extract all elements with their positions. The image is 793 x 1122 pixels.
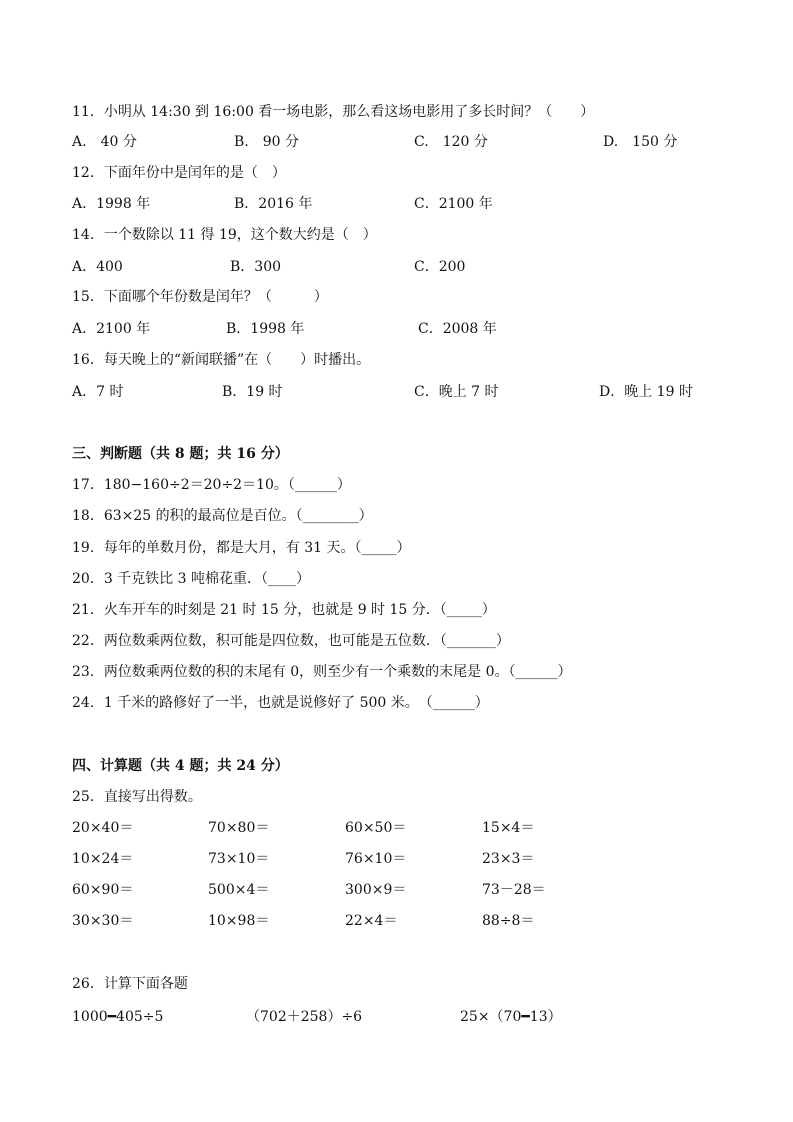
judgment-item-18: 18．63×25 的积的最高位是百位。（________） bbox=[72, 508, 373, 524]
question-25: 25．直接写出得数。 bbox=[72, 789, 202, 805]
question-12: 12．下面年份中是闰年的是（ ） bbox=[72, 165, 286, 181]
calc-problem: 25×（70━13） bbox=[460, 1009, 562, 1025]
option-12-c: C．2100 年 bbox=[414, 196, 493, 212]
option-15-b: B．1998 年 bbox=[226, 321, 305, 337]
option-16-c: C．晚上 7 时 bbox=[414, 384, 499, 400]
calc-item: 500×4＝ bbox=[208, 882, 270, 898]
calc-item: 73×10＝ bbox=[208, 851, 270, 867]
judgment-item-20: 20．3 千克铁比 3 吨棉花重．（____） bbox=[72, 571, 310, 587]
option-14-b: B．300 bbox=[230, 259, 282, 275]
calc-item: 70×80＝ bbox=[208, 820, 270, 836]
question-14: 14．一个数除以 11 得 19，这个数大约是（ ） bbox=[72, 227, 377, 243]
section-heading-calculation: 四、计算题（共 4 题；共 24 分） bbox=[72, 758, 289, 774]
option-16-d: D．晚上 19 时 bbox=[599, 384, 693, 400]
calc-item: 23×3＝ bbox=[482, 851, 535, 867]
option-15-c: C．2008 年 bbox=[418, 321, 497, 337]
question-26: 26．计算下面各题 bbox=[72, 976, 188, 992]
option-12-b: B．2016 年 bbox=[234, 196, 313, 212]
question-15: 15．下面哪个年份数是闰年？（ ） bbox=[72, 289, 328, 305]
calc-item: 20×40＝ bbox=[72, 820, 134, 836]
judgment-item-17: 17．180−160÷2＝20÷2＝10。（______） bbox=[72, 477, 351, 493]
option-11-b: B. 90 分 bbox=[234, 134, 300, 150]
option-14-a: A．400 bbox=[72, 259, 123, 275]
judgment-item-21: 21．火车开车的时刻是 21 时 15 分，也就是 9 时 15 分．（_____） bbox=[72, 602, 496, 618]
option-11-c: C. 120 分 bbox=[414, 134, 488, 150]
option-14-c: C．200 bbox=[414, 259, 466, 275]
calc-item: 88÷8＝ bbox=[482, 913, 535, 929]
calc-problem: （702＋258）÷6 bbox=[246, 1009, 363, 1025]
calc-item: 30×30＝ bbox=[72, 913, 134, 929]
question-16: 16．每天晚上的“新闻联播”在（ ）时播出。 bbox=[72, 352, 371, 368]
option-11-d: D. 150 分 bbox=[603, 134, 678, 150]
judgment-item-23: 23．两位数乘两位数的积的末尾有 0，则至少有一个乘数的末尾是 0。（______） bbox=[72, 664, 572, 680]
calc-item: 10×98＝ bbox=[208, 913, 270, 929]
calc-item: 60×50＝ bbox=[345, 820, 407, 836]
calc-item: 300×9＝ bbox=[345, 882, 407, 898]
calc-item: 10×24＝ bbox=[72, 851, 134, 867]
calc-item: 73－28＝ bbox=[482, 882, 546, 898]
option-16-b: B．19 时 bbox=[222, 384, 283, 400]
option-12-a: A．1998 年 bbox=[72, 196, 151, 212]
question-11: 11．小明从 14:30 到 16:00 看一场电影，那么看这场电影用了多长时间？（ ） bbox=[72, 104, 595, 120]
option-16-a: A．7 时 bbox=[72, 384, 124, 400]
judgment-item-19: 19．每年的单数月份，都是大月，有 31 天。（_____） bbox=[72, 540, 411, 556]
calc-item: 60×90＝ bbox=[72, 882, 134, 898]
judgment-item-24: 24．1 千米的路修好了一半，也就是说修好了 500 米。 （______） bbox=[72, 695, 489, 711]
calc-item: 15×4＝ bbox=[482, 820, 535, 836]
option-15-a: A．2100 年 bbox=[72, 321, 151, 337]
calc-item: 22×4＝ bbox=[345, 913, 398, 929]
judgment-item-22: 22．两位数乘两位数，积可能是四位数，也可能是五位数．（_______） bbox=[72, 633, 510, 649]
calc-problem: 1000━405÷5 bbox=[72, 1009, 164, 1025]
section-heading-judgment: 三、判断题（共 8 题；共 16 分） bbox=[72, 446, 289, 462]
option-11-a: A. 40 分 bbox=[72, 134, 137, 150]
calc-item: 76×10＝ bbox=[345, 851, 407, 867]
